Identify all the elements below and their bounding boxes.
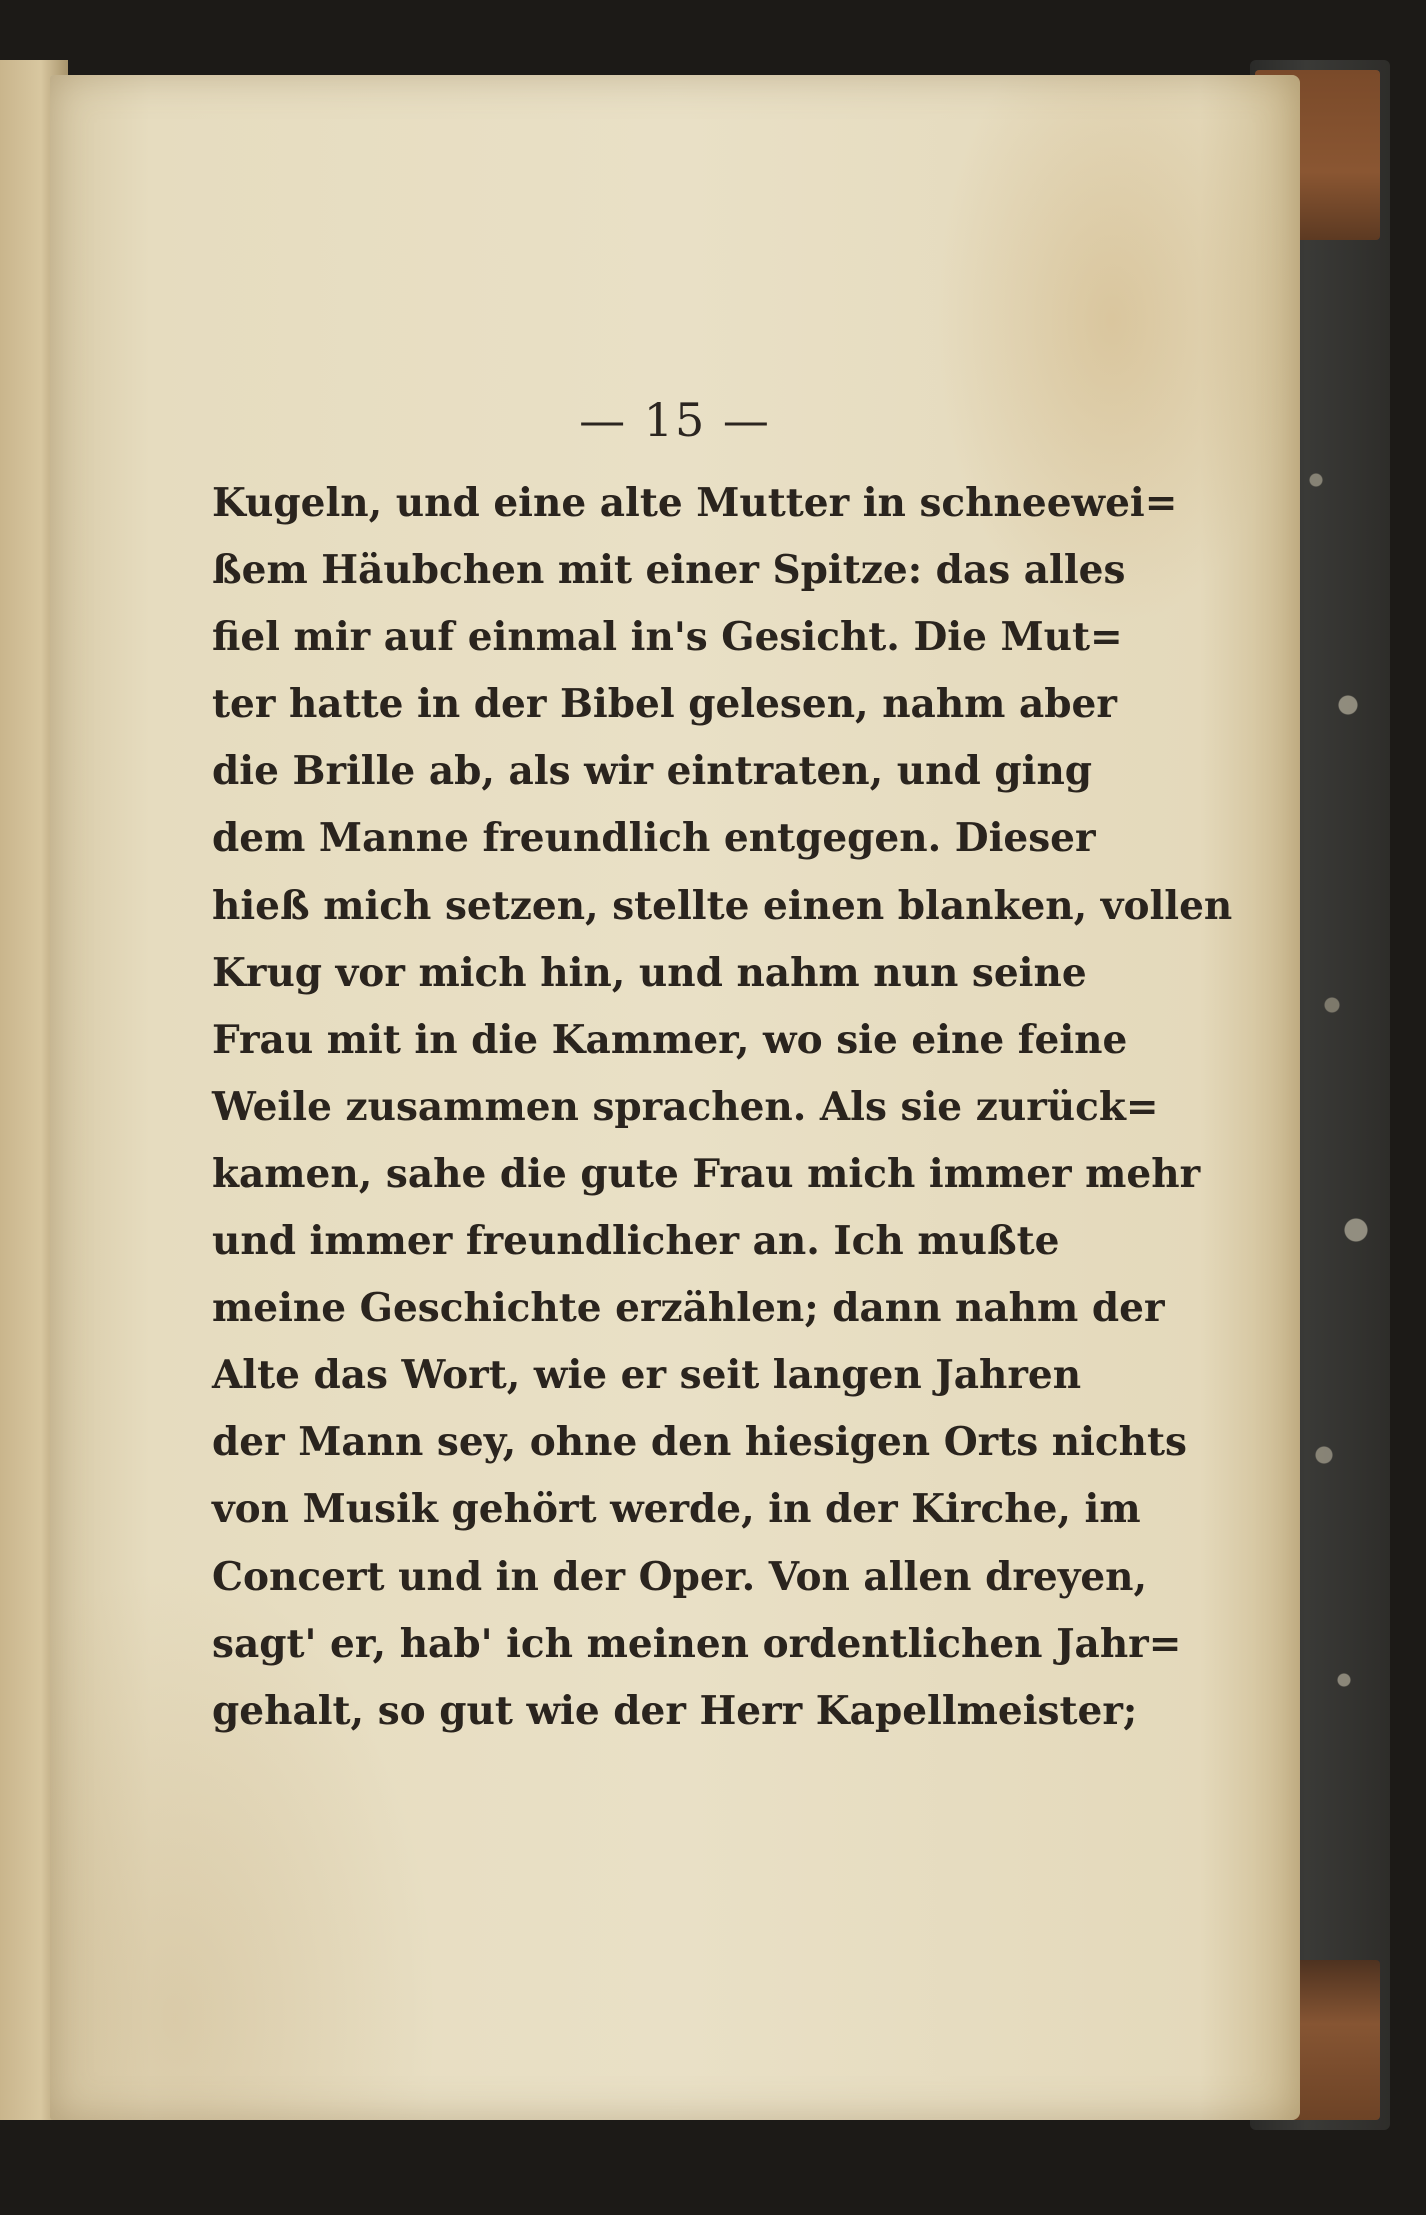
text-line: fiel mir auf einmal in's Gesicht. Die Mut= [212, 614, 1123, 661]
text-line: sagt' er, hab' ich meinen ordentlichen Jahr= [212, 1620, 1182, 1667]
text-line: Frau mit in die Kammer, wo sie eine feine [212, 1016, 1128, 1063]
text-line: hieß mich setzen, stellte einen blanken, vollen [212, 882, 1233, 929]
text-line: dem Manne freundlich entgegen. Dieser [212, 815, 1096, 862]
text-line: von Musik gehört werde, in der Kirche, im [212, 1486, 1141, 1533]
text-line: ter hatte in der Bibel gelesen, nahm aber [212, 681, 1117, 728]
page-text [212, 470, 1233, 1745]
cover-marbling [1300, 330, 1380, 1830]
book-page [50, 75, 1300, 2120]
page-number: — 15 — [579, 393, 771, 447]
text-line: die Brille ab, als wir eintraten, und ging [212, 748, 1093, 795]
text-line: und immer freundlicher an. Ich mußte [212, 1218, 1060, 1265]
text-line: Kugeln, und eine alte Mutter in schneewei= [212, 480, 1178, 526]
text-line: meine Geschichte erzählen; dann nahm der [212, 1285, 1165, 1332]
text-line: Concert und in der Oper. Von allen dreyen, [212, 1553, 1148, 1600]
text-line: Weile zusammen sprachen. Als sie zurück= [212, 1083, 1159, 1130]
text-line: Krug vor mich hin, und nahm nun seine [212, 949, 1087, 996]
text-line: der Mann sey, ohne den hiesigen Orts nichts [212, 1419, 1187, 1466]
text-line: ßem Häubchen mit einer Spitze: das alles [212, 547, 1126, 594]
text-line: Alte das Wort, wie er seit langen Jahren [212, 1352, 1082, 1399]
text-line: kamen, sahe die gute Frau mich immer mehr [212, 1150, 1201, 1197]
text-line: gehalt, so gut wie der Herr Kapellmeister; [212, 1687, 1138, 1734]
